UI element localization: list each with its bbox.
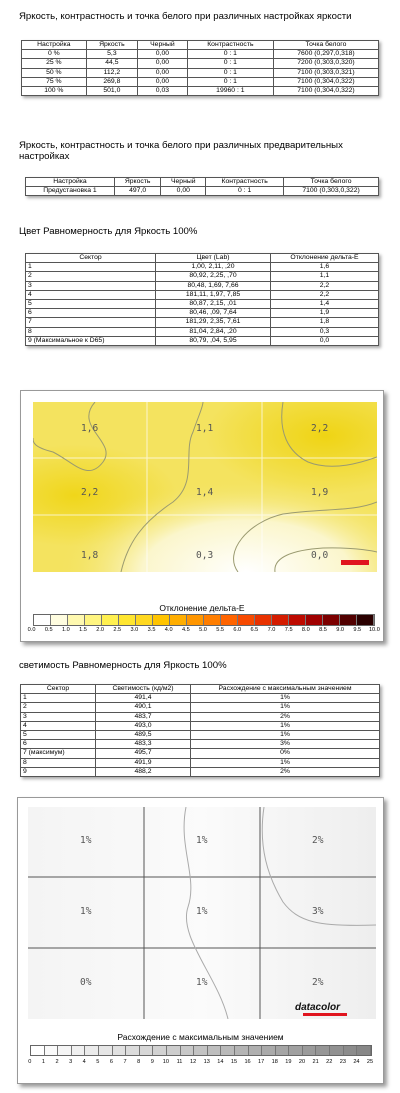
table-cell: 50 % (22, 68, 87, 77)
column-header: Настройка (22, 41, 87, 50)
scale-tick-label: 25 (366, 1059, 374, 1065)
table-cell: 1,00, 2,11, ,20 (156, 263, 271, 272)
table-cell: Предустановка 1 (26, 187, 115, 196)
table-cell: 80,87, 2,15, ,01 (156, 299, 271, 308)
scale-swatch (221, 615, 238, 625)
scale-tick-label: 11 (176, 1059, 183, 1065)
table-header-row (26, 254, 379, 263)
scale-swatch (153, 615, 170, 625)
table-row (22, 86, 379, 95)
map-value: 2% (312, 835, 324, 846)
table-row (26, 299, 379, 308)
column-header: Цвет (Lab) (156, 254, 271, 263)
scale-tick-label: 8.0 (301, 627, 310, 633)
table-cell: 5 (21, 730, 96, 739)
scale-swatch (68, 615, 85, 625)
scale-swatch (126, 1046, 140, 1055)
scale-tick-label: 1.0 (61, 627, 70, 633)
table-row (21, 730, 380, 739)
table-cell: 25 % (22, 59, 87, 68)
table-cell: 80,48, 1,69, 7,66 (156, 281, 271, 290)
table-row (21, 767, 380, 776)
scale-tick-label: 15 (230, 1059, 238, 1065)
scale-swatch (303, 1046, 317, 1055)
luminance-uniformity-title: светимость Равномерность для Яркость 100% (19, 660, 227, 671)
scale-tick-label: 9 (150, 1059, 154, 1065)
table-cell: 0 : 1 (187, 68, 273, 77)
table-cell: 7600 (0,297,0,318) (273, 50, 378, 59)
table-header-row (21, 685, 380, 694)
map-value: 1% (196, 906, 208, 917)
table-cell: 9 (Максимальное к D65) (26, 336, 156, 345)
scale-swatch (276, 1046, 290, 1055)
table-row (26, 187, 379, 196)
table-cell: 75 % (22, 77, 87, 86)
luminance-grey-scale (30, 1045, 372, 1056)
table-cell: 489,5 (96, 730, 191, 739)
scale-tick-label: 16 (244, 1059, 251, 1065)
column-header: Точка белого (284, 178, 379, 187)
table-row (21, 749, 380, 758)
scale-tick-label: 7.5 (284, 627, 293, 633)
column-header: Расхождение с максимальным значением (191, 685, 380, 694)
scale-swatch (262, 1046, 276, 1055)
scale-swatch (85, 615, 102, 625)
scale-tick-label: 0.5 (44, 627, 53, 633)
scale-swatch (31, 1046, 45, 1055)
table-row (26, 318, 379, 327)
column-header: Настройка (26, 178, 115, 187)
brightness-table (21, 40, 379, 96)
table-cell: 7 (26, 318, 156, 327)
scale-swatch (45, 1046, 59, 1055)
color-uniformity-title: Цвет Равномерность для Яркость 100% (19, 226, 198, 237)
table-cell: 7200 (0,303,0,320) (273, 59, 378, 68)
table-cell: 497,0 (114, 187, 160, 196)
table-row (26, 272, 379, 281)
table-cell: 4 (26, 290, 156, 299)
table-cell: 0,00 (161, 187, 206, 196)
table-row (26, 336, 379, 345)
scale-tick-label: 4.5 (181, 627, 190, 633)
luminance-scale-ticks (23, 1059, 377, 1065)
table-row (21, 721, 380, 730)
map-value: 1,9 (311, 487, 329, 498)
table-row (22, 77, 379, 86)
table-cell: 181,11, 1,97, 7,85 (156, 290, 271, 299)
table-cell: 2% (191, 712, 380, 721)
scale-swatch (34, 615, 51, 625)
table-cell: 0 : 1 (187, 50, 273, 59)
scale-swatch (344, 1046, 358, 1055)
brightness-section-title: Яркость, контрастность и точка белого при различных настройках яркости (19, 11, 352, 22)
table-cell: 0,0 (271, 336, 379, 345)
table-cell: 100 % (22, 86, 87, 95)
table-cell: 491,4 (96, 694, 191, 703)
table-cell: 501,0 (86, 86, 137, 95)
column-header: Точка белого (273, 41, 378, 50)
scale-tick-label: 7 (123, 1059, 127, 1065)
scale-tick-label: 2 (55, 1059, 59, 1065)
table-cell: 7100 (0,304,0,322) (273, 86, 378, 95)
scale-tick-label: 8 (137, 1059, 141, 1065)
luminance-uniformity-table (20, 684, 380, 777)
table-header-row (26, 178, 379, 187)
table-header-row (22, 41, 379, 50)
table-cell: 0 : 1 (187, 59, 273, 68)
scale-swatch (119, 615, 136, 625)
map-value: 1% (196, 977, 208, 988)
scale-tick-label: 5.0 (199, 627, 207, 633)
map-value: 1,8 (81, 550, 99, 561)
table-cell: 483,3 (96, 740, 191, 749)
scale-tick-label: 3 (69, 1059, 73, 1065)
table-row (26, 309, 379, 318)
color-uniformity-map-panel (20, 390, 384, 642)
scale-swatch (306, 615, 323, 625)
table-row (21, 703, 380, 712)
column-header: Контрастность (206, 178, 284, 187)
table-cell: 1,4 (271, 299, 379, 308)
map-value: 0,3 (196, 550, 214, 561)
table-cell: 0,00 (138, 59, 188, 68)
scale-swatch (221, 1046, 235, 1055)
table-row (22, 59, 379, 68)
map-value: 2% (312, 977, 324, 988)
map-value: 0% (80, 977, 92, 988)
table-cell: 1% (191, 721, 380, 730)
map-value: 1,1 (196, 423, 214, 434)
scale-tick-label: 19 (285, 1059, 292, 1065)
table-row (21, 712, 380, 721)
table-cell: 5,3 (86, 50, 137, 59)
scale-tick-label: 14 (217, 1059, 224, 1065)
scale-tick-label: 1.5 (79, 627, 87, 633)
scale-swatch (316, 1046, 330, 1055)
scale-swatch (357, 1046, 371, 1055)
table-cell: 81,04, 2,84, ,20 (156, 327, 271, 336)
table-row (21, 758, 380, 767)
table-cell: 4 (21, 721, 96, 730)
delta-e-color-scale (33, 614, 375, 626)
luminance-uniformity-map-panel (17, 797, 384, 1084)
table-cell: 0 : 1 (206, 187, 284, 196)
table-cell: 80,92, 2,25, ,70 (156, 272, 271, 281)
table-cell: 0,00 (138, 77, 188, 86)
table-row (22, 50, 379, 59)
table-row (26, 263, 379, 272)
scale-swatch (289, 615, 306, 625)
scale-tick-label: 5.5 (216, 627, 224, 633)
map-value: 2,2 (311, 423, 329, 434)
table-row (26, 281, 379, 290)
scale-swatch (136, 615, 153, 625)
scale-tick-label: 21 (312, 1059, 319, 1065)
scale-tick-label: 0 (28, 1059, 32, 1065)
column-header: Отклонение дельта-E (271, 254, 379, 263)
scale-tick-label: 9.0 (336, 627, 344, 633)
map-value: 1,6 (81, 423, 99, 434)
scale-swatch (153, 1046, 167, 1055)
map-value: 1% (196, 835, 208, 846)
scale-tick-label: 1 (41, 1059, 45, 1065)
color-uniformity-table (25, 253, 379, 346)
table-cell: 2 (21, 703, 96, 712)
table-cell: 7100 (0,304,0,322) (273, 77, 378, 86)
table-row (21, 694, 380, 703)
table-cell: 80,79, ,04, 5,95 (156, 336, 271, 345)
table-cell: 112,2 (86, 68, 137, 77)
map-value: 2,2 (81, 487, 99, 498)
column-header: Яркость (114, 178, 160, 187)
datacolor-logo (295, 1002, 347, 1016)
table-cell: 1 (21, 694, 96, 703)
table-cell: 44,5 (86, 59, 137, 68)
scale-swatch (272, 615, 289, 625)
scale-tick-label: 6 (109, 1059, 114, 1065)
table-row (22, 68, 379, 77)
table-cell: 0,3 (271, 327, 379, 336)
scale-tick-label: 17 (258, 1059, 265, 1065)
scale-swatch (113, 1046, 127, 1055)
table-cell: 0,00 (138, 68, 188, 77)
scale-swatch (58, 1046, 72, 1055)
scale-tick-label: 7.0 (267, 627, 276, 633)
scale-swatch (340, 615, 357, 625)
scale-tick-label: 24 (353, 1059, 360, 1065)
scale-swatch (51, 615, 68, 625)
table-cell: 1,8 (271, 318, 379, 327)
map-value: 1,4 (196, 487, 214, 498)
scale-tick-label: 6.5 (250, 627, 259, 633)
scale-tick-label: 12 (190, 1059, 197, 1065)
scale-swatch (85, 1046, 99, 1055)
scale-swatch (255, 615, 272, 625)
table-cell: 493,0 (96, 721, 191, 730)
scale-tick-label: 4.0 (164, 627, 173, 633)
scale-swatch (99, 1046, 113, 1055)
column-header: Контрастность (187, 41, 273, 50)
scale-tick-label: 2.0 (96, 627, 105, 633)
column-header: Черный (138, 41, 188, 50)
table-cell: 1,9 (271, 309, 379, 318)
scale-swatch (357, 615, 374, 625)
table-cell: 1,1 (271, 272, 379, 281)
scale-swatch (187, 615, 204, 625)
map-value: 3% (312, 906, 324, 917)
scale-swatch (194, 1046, 208, 1055)
presets-section-title: Яркость, контрастность и точка белого при различных предварительных настройках (19, 140, 343, 162)
table-cell: 3 (21, 712, 96, 721)
table-cell: 491,9 (96, 758, 191, 767)
scale-tick-label: 22 (326, 1059, 333, 1065)
table-cell: 0 : 1 (187, 77, 273, 86)
scale-swatch (140, 1046, 154, 1055)
scale-swatch (289, 1046, 303, 1055)
table-cell: 80,46, ,09, 7,64 (156, 309, 271, 318)
table-row (26, 290, 379, 299)
table-cell: 7100 (0,303,0,322) (284, 187, 379, 196)
map-value: 1% (80, 906, 92, 917)
scale-tick-label: 3.0 (130, 627, 139, 633)
scale-tick-label: 2.5 (113, 627, 122, 633)
table-cell: 2 (26, 272, 156, 281)
table-cell: 8 (21, 758, 96, 767)
scale-tick-label: 20 (298, 1059, 306, 1065)
scale-swatch (330, 1046, 344, 1055)
scale-tick-label: 0.0 (27, 627, 36, 633)
scale-swatch (170, 615, 187, 625)
table-cell: 1% (191, 703, 380, 712)
scale-swatch (181, 1046, 195, 1055)
scale-title: Отклонение дельта-E (159, 603, 245, 613)
table-cell: 488,2 (96, 767, 191, 776)
column-header: Светимость (кд/м2) (96, 685, 191, 694)
map-value: 1% (80, 835, 92, 846)
table-cell: 0% (191, 749, 380, 758)
scale-tick-label: 4 (82, 1059, 86, 1065)
presets-table (25, 177, 379, 196)
scale-swatch (167, 1046, 181, 1055)
table-cell: 1 (26, 263, 156, 272)
table-row (21, 740, 380, 749)
scale-tick-label: 10.0 (368, 627, 380, 633)
table-cell: 6 (26, 309, 156, 318)
scale-swatch (208, 1046, 222, 1055)
table-cell: 7 (максимум) (21, 749, 96, 758)
table-cell: 181,29, 2,35, 7,61 (156, 318, 271, 327)
table-cell: 0,00 (138, 50, 188, 59)
table-cell: 1% (191, 694, 380, 703)
brand-name: datacolor (295, 1002, 341, 1013)
scale-swatch (102, 615, 119, 625)
column-header: Сектор (21, 685, 96, 694)
scale-swatch (238, 615, 255, 625)
scale-tick-label: 5 (96, 1059, 100, 1065)
table-cell: 0 % (22, 50, 87, 59)
table-cell: 2,2 (271, 281, 379, 290)
map-value: 0,0 (311, 550, 329, 561)
table-cell: 2,2 (271, 290, 379, 299)
table-cell: 1% (191, 730, 380, 739)
table-cell: 1,6 (271, 263, 379, 272)
table-row (26, 327, 379, 336)
table-cell: 8 (26, 327, 156, 336)
scale-swatch (72, 1046, 86, 1055)
table-cell: 483,7 (96, 712, 191, 721)
scale-swatch (323, 615, 340, 625)
table-cell: 3 (26, 281, 156, 290)
table-cell: 495,7 (96, 749, 191, 758)
scale-swatch (249, 1046, 263, 1055)
scale-swatch (204, 615, 221, 625)
table-cell: 6 (21, 740, 96, 749)
table-cell: 2% (191, 767, 380, 776)
column-header: Яркость (86, 41, 137, 50)
scale-title: Расхождение с максимальным значением (117, 1032, 284, 1042)
column-header: Сектор (26, 254, 156, 263)
scale-tick-label: 10 (162, 1059, 170, 1065)
column-header: Черный (161, 178, 206, 187)
table-cell: 0,03 (138, 86, 188, 95)
scale-tick-label: 23 (339, 1059, 346, 1065)
scale-tick-label: 8.5 (319, 627, 327, 633)
table-cell: 490,1 (96, 703, 191, 712)
scale-tick-label: 13 (203, 1059, 210, 1065)
scale-tick-label: 18 (271, 1059, 278, 1065)
table-cell: 9 (21, 767, 96, 776)
table-cell: 7100 (0,303,0,321) (273, 68, 378, 77)
scale-tick-label: 6.0 (233, 627, 242, 633)
scale-tick-label: 3.5 (147, 627, 156, 633)
table-cell: 5 (26, 299, 156, 308)
table-cell: 1% (191, 758, 380, 767)
table-cell: 19960 : 1 (187, 86, 273, 95)
table-cell: 269,8 (86, 77, 137, 86)
scale-tick-label: 9.5 (353, 627, 362, 633)
delta-e-scale-ticks (23, 627, 383, 633)
scale-swatch (235, 1046, 249, 1055)
table-cell: 3% (191, 740, 380, 749)
